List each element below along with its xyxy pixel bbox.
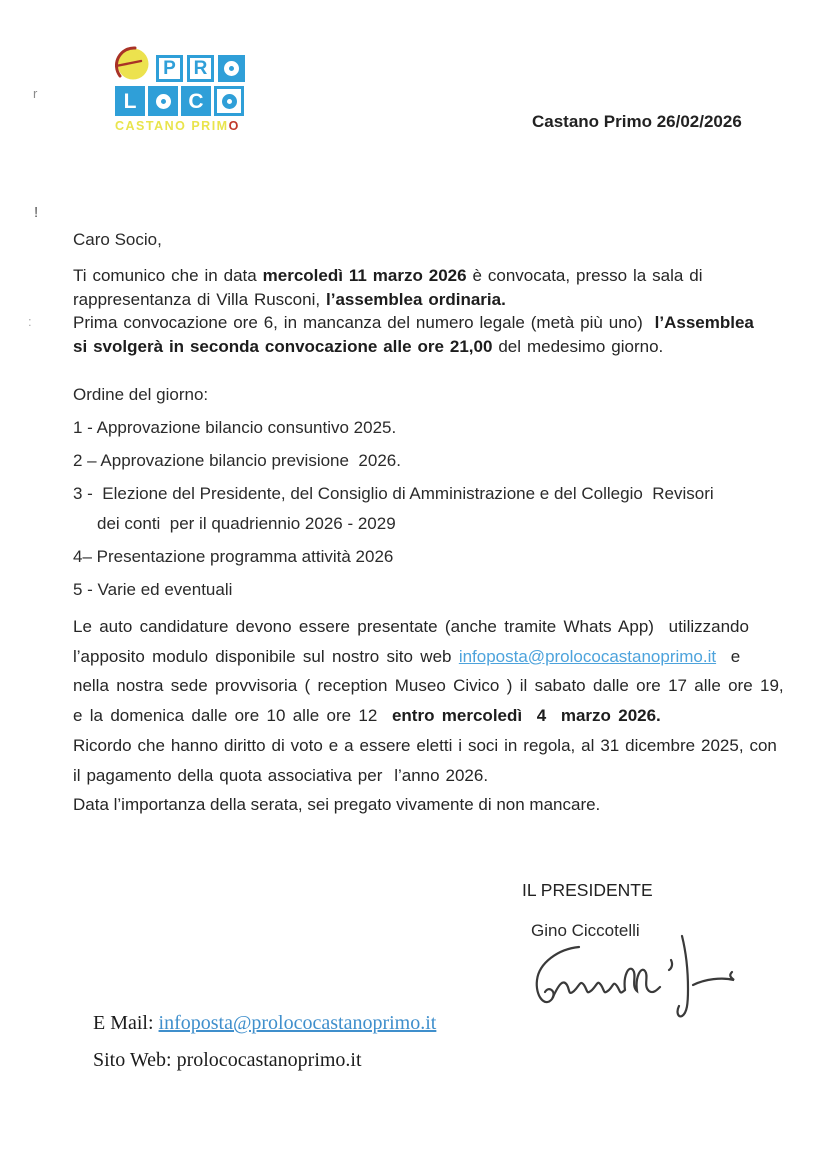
agenda-item-1: 1 - Approvazione bilancio consuntivo 2025.	[73, 418, 397, 437]
pro-loco-logo	[115, 46, 265, 133]
site-url: prolococastanoprimo.it	[176, 1049, 362, 1071]
paragraph-candidatures	[73, 612, 784, 730]
email-label: E Mail:	[93, 1012, 159, 1034]
logo-row-loco	[115, 86, 265, 116]
logo-tile-o	[214, 86, 244, 116]
text-line: il pagamento della quota associativa per l’anno 2026.	[73, 765, 489, 785]
agenda-item-2: 2 – Approvazione bilancio previsione 2026.	[73, 451, 401, 470]
logo-o-ring	[156, 94, 171, 109]
logo-row-pro	[115, 46, 265, 82]
footer-email-line	[93, 1012, 436, 1035]
agenda-item-4: 4– Presentazione programma attività 2026	[73, 547, 394, 566]
email-link[interactable]: infoposta@prolococastanoprimo.it	[158, 1012, 437, 1034]
text-line: Ti comunico che in data mercoledì 11 marzo 2026 è convocata, presso la sala di	[73, 266, 703, 285]
logo-letter: R	[193, 58, 208, 79]
salutation: Caro Socio,	[73, 230, 162, 249]
scan-artifact: r	[33, 86, 38, 101]
text-line: rappresentanza di Villa Rusconi, l’assemblea ordinaria.	[73, 289, 506, 309]
logo-subtitle-accent: O	[228, 119, 240, 133]
logo-tile-l	[115, 86, 145, 116]
agenda-title: Ordine del giorno:	[73, 385, 209, 404]
text-line: Data l’importanza della serata, sei pregato vivamente di non mancare.	[73, 795, 601, 814]
footer-site-line	[93, 1049, 362, 1072]
signature-role: IL PRESIDENTE	[522, 880, 653, 900]
paragraph-convocation	[73, 264, 754, 358]
email-link[interactable]: infoposta@prolococastanoprimo.it	[458, 646, 717, 666]
text-line: nella nostra sede provvisoria ( reception Museo Civico ) il sabato dalle ore 17 alle ore 19,	[73, 676, 784, 695]
paragraph-voting-rights	[73, 731, 777, 790]
scan-artifact: :	[28, 314, 32, 329]
paragraph-closing	[73, 790, 600, 820]
logo-tile-o	[148, 86, 178, 116]
logo-tile-c	[181, 86, 211, 116]
agenda-item-3-line2: dei conti per il quadriennio 2026 - 2029	[97, 514, 396, 533]
logo-subtitle-text: CASTANO PRIM	[115, 119, 229, 133]
logo-tile-r	[187, 55, 214, 82]
agenda-item-5: 5 - Varie ed eventuali	[73, 580, 233, 599]
dateline: Castano Primo 26/02/2026	[532, 112, 742, 131]
text-line: Ricordo che hanno diritto di voto e a essere eletti i soci in regola, al 31 dicembre 2025, con	[73, 736, 777, 755]
site-label: Sito Web:	[93, 1049, 177, 1071]
agenda-item-3-line1: 3 - Elezione del Presidente, del Consiglio di Amministrazione e del Collegio Revisori	[73, 484, 714, 503]
agenda-list	[73, 418, 714, 613]
text-line: Prima convocazione ore 6, in mancanza del numero legale (metà più uno) l’Assemblea	[73, 313, 754, 332]
text-line: l’apposito modulo disponibile sul nostro sito web infoposta@prolococastanoprimo.it e	[73, 646, 741, 666]
text-line: e la domenica dalle ore 10 alle ore 12 entro mercoledì 4 marzo 2026.	[73, 705, 661, 725]
signature-name: Gino Ciccotelli	[531, 921, 640, 940]
logo-o-ring	[222, 94, 237, 109]
logo-tile-o	[218, 55, 245, 82]
agenda-item-3	[73, 484, 714, 534]
handwritten-signature	[522, 934, 744, 1018]
text-line: Le auto candidature devono essere presentate (anche tramite Whats App) utilizzando	[73, 617, 749, 636]
logo-letter: C	[188, 89, 204, 113]
text-line: si svolgerà in seconda convocazione alle ore 21,00 del medesimo giorno.	[73, 336, 664, 356]
logo-letter: L	[123, 89, 137, 113]
logo-letter: P	[163, 58, 176, 79]
logo-subtitle	[115, 119, 265, 133]
sun-ball-icon	[115, 46, 151, 82]
logo-o-ring	[224, 61, 239, 76]
scan-artifact: !	[34, 204, 39, 221]
logo-tile-p	[156, 55, 183, 82]
